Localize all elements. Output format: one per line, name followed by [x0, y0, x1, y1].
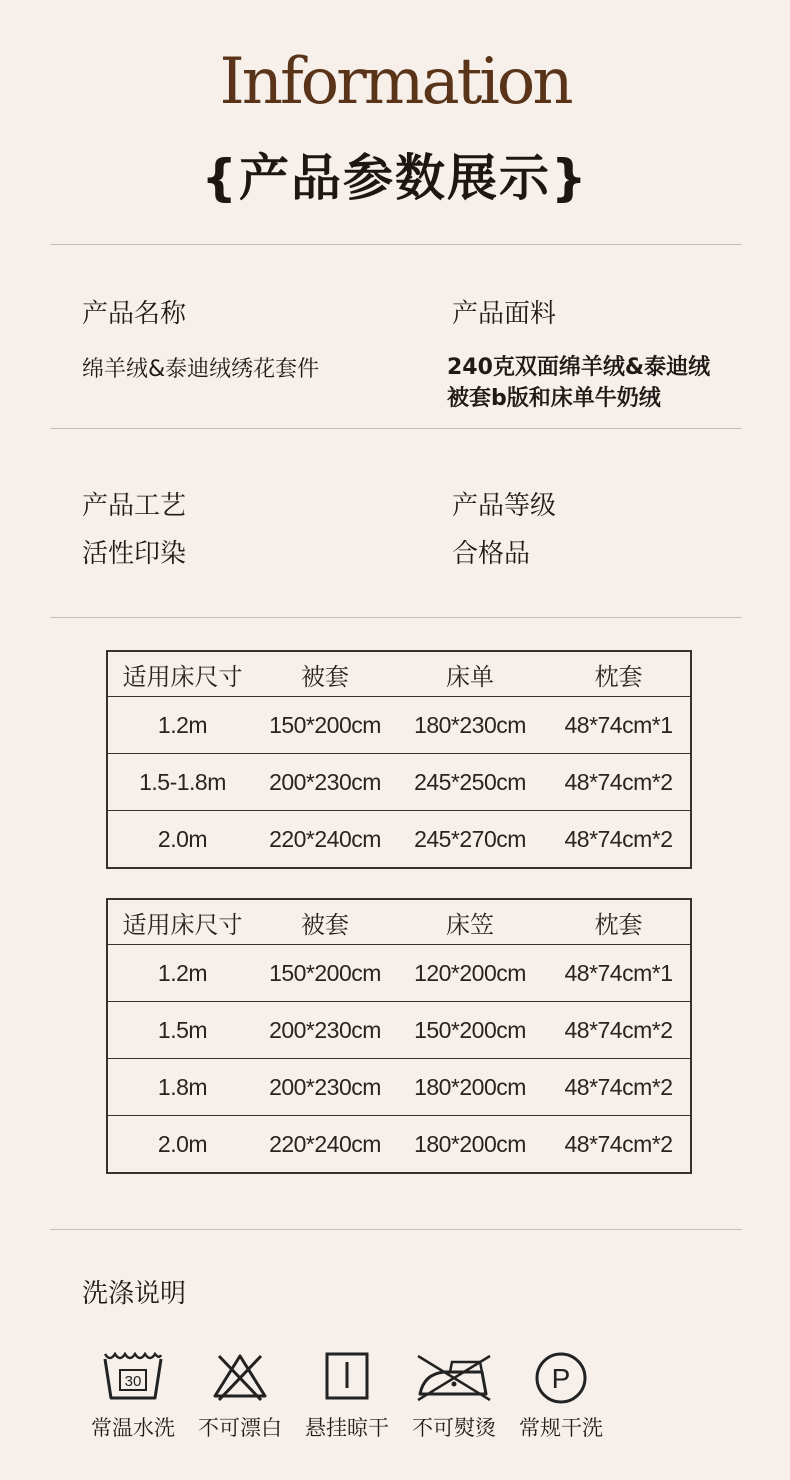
table-cell: 200*230cm — [257, 1002, 393, 1059]
table-cell: 120*200cm — [393, 945, 547, 1002]
table-row — [107, 1116, 691, 1174]
page-title: {产品参数展示} — [201, 149, 589, 207]
care-item — [506, 1350, 616, 1442]
product-grade-value: 合格品 — [452, 539, 531, 569]
wash-temp-text: 30 — [124, 1373, 142, 1390]
care-item — [399, 1350, 509, 1442]
table-cell: 1.2m — [107, 945, 257, 1002]
headline: Information — [219, 45, 571, 119]
table-cell: 48*74cm*2 — [564, 825, 673, 852]
care-label: 常规干洗 — [519, 1416, 603, 1440]
product-craft-label: 产品工艺 — [82, 491, 187, 521]
header-cell: 枕套 — [547, 651, 691, 697]
table-cell: 150*200cm — [257, 697, 393, 754]
table-cell: 48*74cm*1 — [547, 945, 691, 1002]
table-cell: 48*74cm*2 — [564, 1130, 673, 1157]
table-cell: 245*250cm — [393, 754, 547, 811]
product-name-value: 绵羊绒&泰迪绒绣花套件 — [82, 357, 320, 382]
table-row — [107, 1002, 691, 1059]
divider — [50, 617, 742, 618]
product-fabric-label: 产品面料 — [452, 299, 557, 329]
header-cell: 被套 — [257, 651, 393, 697]
table-header-row — [107, 651, 691, 697]
header-cell: 床笠 — [393, 899, 547, 945]
table-cell: 150*200cm — [393, 1002, 547, 1059]
table-cell: 2.0m — [157, 1130, 208, 1157]
table-header-row — [107, 899, 691, 945]
no-iron-icon — [414, 1350, 494, 1402]
header-cell: 被套 — [257, 899, 393, 945]
table-cell: 150*200cm — [257, 945, 393, 1002]
table-row — [107, 811, 691, 869]
dry-clean-p-icon — [530, 1350, 592, 1406]
table-cell: 200*230cm — [257, 1059, 393, 1116]
care-icons — [90, 1350, 630, 1450]
care-item — [185, 1350, 295, 1442]
product-name-label: 产品名称 — [82, 299, 187, 329]
table-cell: 48*74cm*2 — [547, 1002, 691, 1059]
divider — [50, 244, 742, 245]
header-cell: 枕套 — [547, 899, 691, 945]
table-cell: 48*74cm*1 — [547, 697, 691, 754]
table-cell: 48*74cm*2 — [547, 1059, 691, 1116]
table-cell: 2.0m — [157, 825, 208, 852]
table-cell: 220*240cm — [269, 825, 381, 852]
table-row — [107, 697, 691, 754]
table-cell: 1.2m — [107, 697, 257, 754]
care-label: 悬挂晾干 — [305, 1416, 389, 1440]
care-label: 不可漂白 — [198, 1416, 282, 1440]
care-item — [292, 1350, 402, 1442]
dry-clean-letter: P — [551, 1363, 571, 1394]
table-row — [107, 754, 691, 811]
size-table-sheet — [106, 650, 692, 869]
table-cell: 180*200cm — [393, 1059, 547, 1116]
product-fabric-value-line2: 被套b版和床单牛奶绒 — [447, 386, 661, 411]
wash-30-icon — [102, 1350, 164, 1402]
size-table-fitted — [106, 898, 692, 1174]
table-cell: 180*200cm — [414, 1130, 526, 1157]
care-label: 不可熨烫 — [412, 1416, 496, 1440]
table-cell: 1.5m — [107, 1002, 257, 1059]
table-cell: 180*230cm — [393, 697, 547, 754]
product-craft-value: 活性印染 — [82, 539, 187, 569]
hang-dry-icon — [316, 1350, 378, 1402]
product-fabric-value-line1: 240克双面绵羊绒&泰迪绒 — [447, 355, 711, 380]
no-bleach-icon — [209, 1350, 271, 1402]
table-cell: 245*270cm — [414, 825, 526, 852]
table-cell: 1.8m — [107, 1059, 257, 1116]
care-label: 常温水洗 — [91, 1416, 175, 1440]
header-cell: 床单 — [393, 651, 547, 697]
table-cell: 220*240cm — [269, 1130, 381, 1157]
table-row — [107, 1059, 691, 1116]
header-cell: 适用床尺寸 — [107, 651, 257, 697]
table-cell: 200*230cm — [257, 754, 393, 811]
care-item — [78, 1350, 188, 1442]
table-cell: 1.5-1.8m — [107, 754, 257, 811]
product-grade-label: 产品等级 — [452, 491, 557, 521]
table-cell: 48*74cm*2 — [547, 754, 691, 811]
header-cell: 适用床尺寸 — [107, 899, 257, 945]
table-row — [107, 945, 691, 1002]
divider — [50, 428, 742, 429]
divider — [50, 1229, 742, 1230]
care-title: 洗涤说明 — [82, 1279, 187, 1309]
